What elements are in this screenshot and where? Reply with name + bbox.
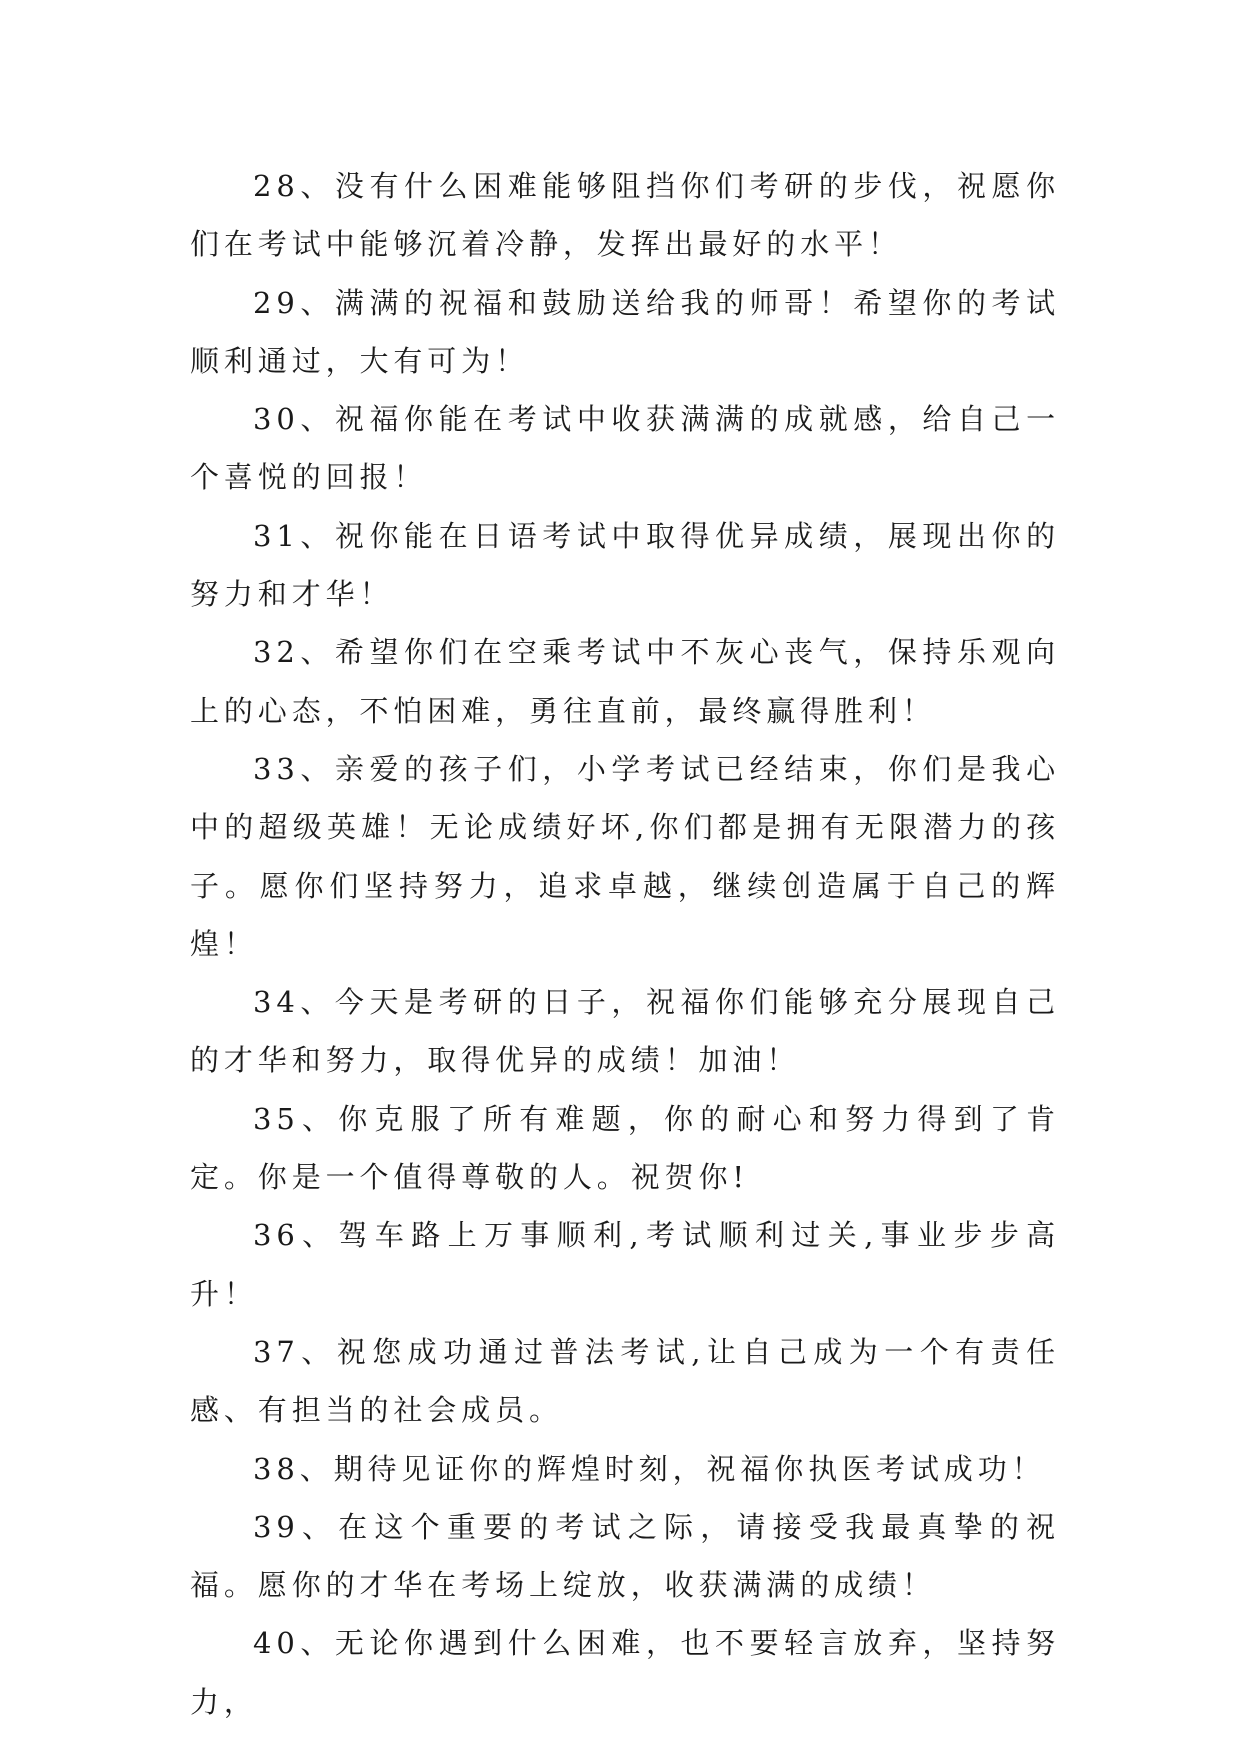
paragraph-31: 31、祝你能在日语考试中取得优异成绩，展现出你的努力和才华！ xyxy=(190,518,1060,612)
paragraph-37: 37、祝您成功通过普法考试,让自己成为一个有责任感、有担当的社会成员。 xyxy=(190,1334,1060,1428)
paragraph-34: 34、今天是考研的日子，祝福你们能够充分展现自己的才华和努力，取得优异的成绩！加油！ xyxy=(190,985,1060,1078)
document-body xyxy=(190,157,1060,1731)
paragraph-39: 39、在这个重要的考试之际，请接受我最真挚的祝福。愿你的才华在考场上绽放，收获满满的成绩！ xyxy=(190,1509,1060,1603)
paragraph-32: 32、希望你们在空乘考试中不灰心丧气，保持乐观向上的心态，不怕困难，勇往直前，最终赢得胜利！ xyxy=(190,635,1060,728)
paragraph-30: 30、祝福你能在考试中收获满满的成就感，给自己一个喜悦的回报！ xyxy=(190,402,1060,495)
paragraph-36: 36、驾车路上万事顺利,考试顺利过关,事业步步高升！ xyxy=(190,1218,1060,1311)
paragraph-28: 28、没有什么困难能够阻挡你们考研的步伐，祝愿你们在考试中能够沉着冷静，发挥出最好的水平！ xyxy=(190,169,1060,262)
paragraph-38: 38、期待见证你的辉煌时刻，祝福你执医考试成功！ xyxy=(253,1451,1046,1486)
paragraph-33: 33、亲爱的孩子们，小学考试已经结束，你们是我心中的超级英雄！无论成绩好坏,你们都是拥有无限潜力的孩子。愿你们坚持努力，追求卓越，继续创造属于自己的辉煌！ xyxy=(190,751,1060,961)
paragraph-35: 35、你克服了所有难题，你的耐心和努力得到了肯定。你是一个值得尊敬的人。祝贺你! xyxy=(190,1101,1060,1195)
paragraph-40: 40、无论你遇到什么困难，也不要轻言放弃，坚持努力， xyxy=(190,1626,1060,1719)
paragraph-29: 29、满满的祝福和鼓励送给我的师哥！希望你的考试顺利通过，大有可为！ xyxy=(190,285,1060,378)
